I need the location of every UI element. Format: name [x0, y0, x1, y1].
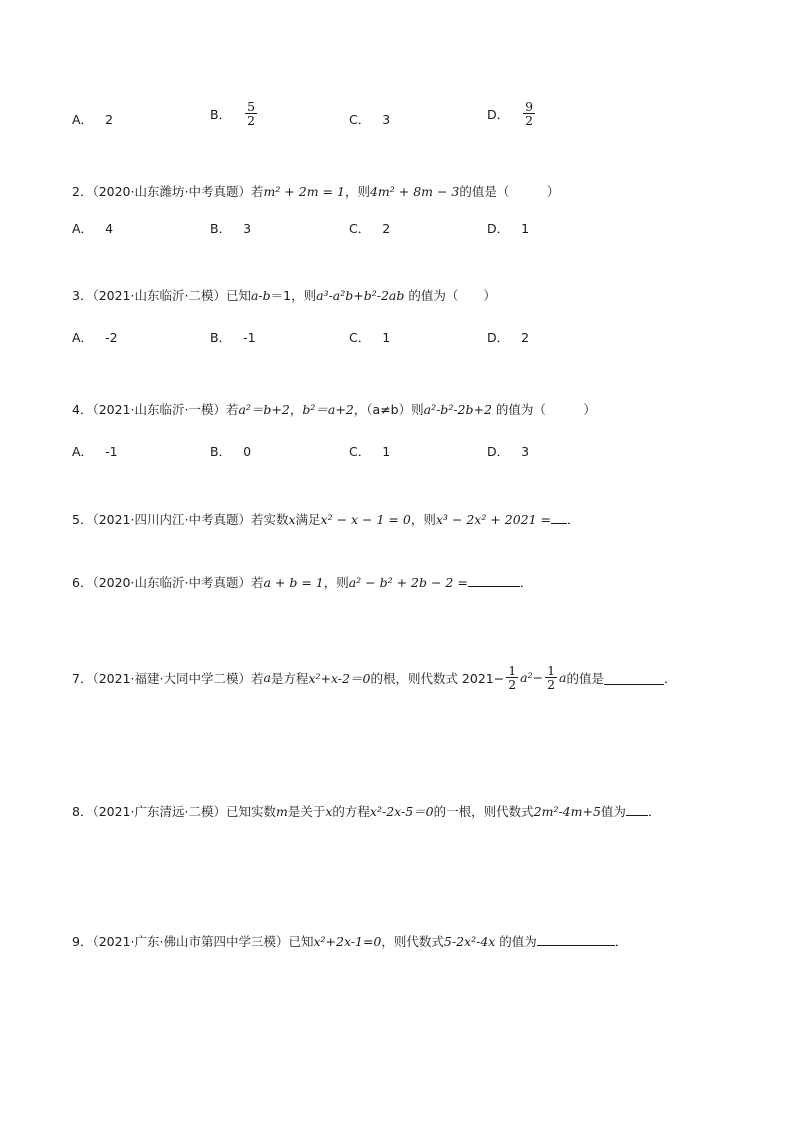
- q2-option-b: B． 3: [210, 220, 252, 236]
- fraction: $\frac{9}{2}$: [525, 99, 534, 129]
- q4-option-a: A． -1: [72, 443, 118, 459]
- q1-option-b: B． $\frac{5}{2}$: [210, 99, 256, 129]
- q2-option-a: A． 4: [72, 220, 114, 236]
- question-7: 7．（2021·福建·大同中学二模）若 a 是方程 x²+x-2＝0 的根，则代数式 2021− $\frac{1}{2}$ a²− $\frac{1}{2}$ a 的值是 ．: [72, 663, 677, 693]
- q1-option-d: D． $\frac{9}{2}$: [487, 99, 534, 129]
- fraction: $\frac{1}{2}$: [508, 663, 517, 693]
- q3-option-b: B． -1: [210, 329, 256, 345]
- question-6: 6．（2020·山东临沂·中考真题）若a + b = 1，则a² − b² + 2b − 2 = ．: [72, 575, 533, 590]
- question-5: 5．（2021·四川内江·中考真题）若实数x满足x² − x − 1 = 0，则x³ − 2x² + 2021 = ．: [72, 512, 580, 527]
- answer-blank[interactable]: [468, 573, 520, 587]
- fraction: $\frac{1}{2}$: [547, 663, 556, 693]
- q1-option-a: A． 2: [72, 111, 114, 127]
- q2-option-c: C． 2: [349, 220, 391, 236]
- answer-blank[interactable]: [626, 802, 648, 816]
- answer-blank[interactable]: [537, 932, 615, 946]
- question-8: 8．（2021·广东清远·二模）已知实数m是关于x的方程x²-2x-5＝0的一根，则代数式2m²-4m+5值为 ．: [72, 804, 661, 819]
- q2-option-d: D． 1: [487, 220, 530, 236]
- q4-option-c: C． 1: [349, 443, 391, 459]
- q4-option-b: B． 0: [210, 443, 252, 459]
- q3-option-d: D． 2: [487, 329, 530, 345]
- answer-blank[interactable]: [604, 671, 664, 685]
- question-2: 2．（2020·山东潍坊·中考真题）若m² + 2m = 1，则4m² + 8m − 3的值是（ ）: [72, 184, 560, 199]
- question-9: 9．（2021·广东·佛山市第四中学三模）已知x²+2x-1=0，则代数式5-2x²-4x 的值为 ．: [72, 934, 628, 949]
- q4-option-d: D． 3: [487, 443, 530, 459]
- q1-option-c: C． 3: [349, 111, 391, 127]
- fraction: $\frac{5}{2}$: [247, 99, 256, 129]
- question-3: 3．（2021·山东临沂·二模）已知a-b＝1，则a³-a²b+b²-2ab 的值为（ ）: [72, 288, 496, 303]
- answer-blank[interactable]: [551, 510, 567, 524]
- q3-option-c: C． 1: [349, 329, 391, 345]
- q3-option-a: A． -2: [72, 329, 118, 345]
- question-4: 4．（2021·山东临沂·一模）若a²＝b+2，b²＝a+2，（a≠b）则a²-b²-2b+2 的值为（ ）: [72, 402, 596, 417]
